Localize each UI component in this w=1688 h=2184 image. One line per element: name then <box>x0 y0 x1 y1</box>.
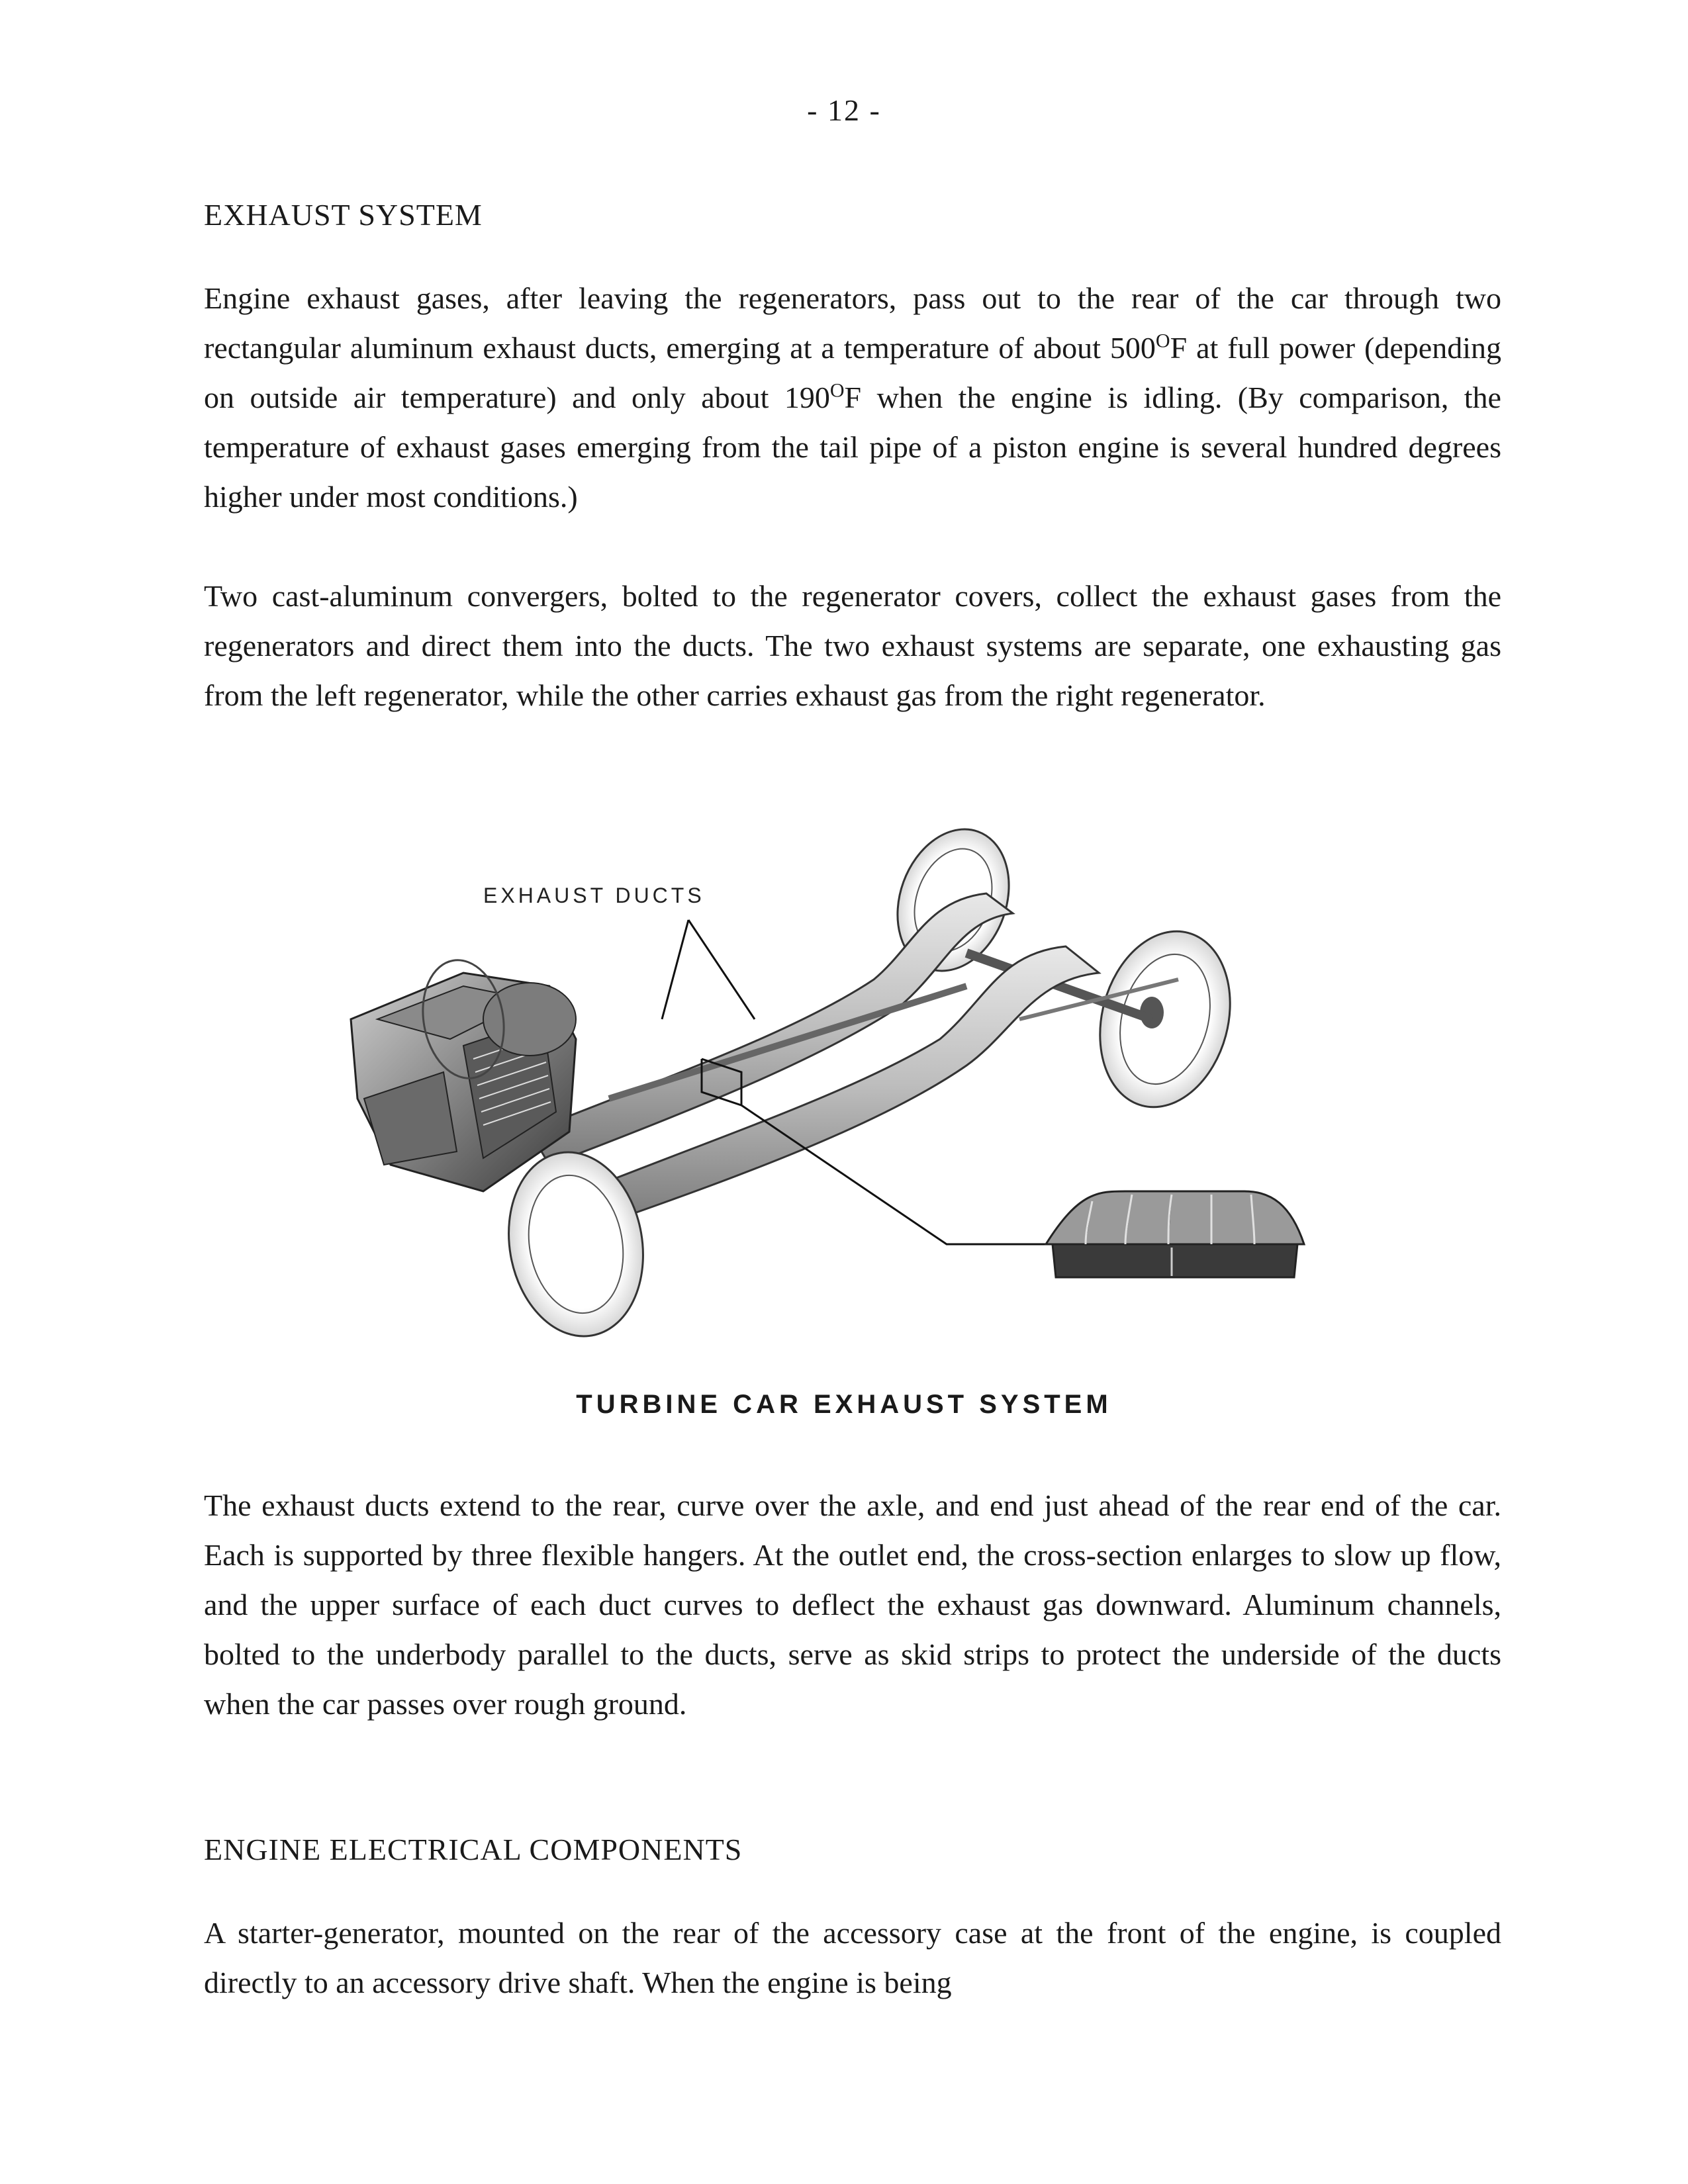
paragraph-text: F at full power (depending on outside air temperature) and only about 190 <box>204 331 1501 414</box>
figure-caption: TURBINE CAR EXHAUST SYSTEM <box>576 1390 1112 1419</box>
paragraph-text: Engine exhaust gases, after leaving the regenerators, pass out to the rear of the car through two rectangular aluminum exhaust ducts, emerging at a temperature of about 500 <box>204 281 1501 365</box>
paragraph-text: The exhaust ducts extend to the rear, curve over the axle, and end just ahead of the rear end of the car. Each is supported by three flexible hangers. At the outlet end, the cross-section enlarges to slow up flow, and the upper surface of each duct curves to deflect the exhaust gas downward. Aluminum channels, bolted to the underbody parallel to the ducts, serve as skid strips to protect the underside of the ducts when the car passes over rough ground. <box>204 1488 1501 1721</box>
paragraph-convergers <box>204 571 1501 720</box>
paragraph-starter-generator <box>204 1908 1501 2007</box>
page-number: - 12 - <box>807 93 881 127</box>
paragraph-text: A starter-generator, mounted on the rear of the accessory case at the front of the engine, is coupled directly to an accessory drive shaft. When the engine is being <box>204 1916 1501 1999</box>
section-heading-exhaust-system: EXHAUST SYSTEM <box>204 198 483 232</box>
paragraph-exhaust-gases <box>204 273 1501 522</box>
degree-sup: O <box>829 379 845 402</box>
turbine-engine <box>351 973 576 1191</box>
degree-sup: O <box>1155 330 1170 352</box>
rear-right-wheel <box>1081 917 1248 1122</box>
exhaust-system-illustration <box>331 821 1364 1370</box>
paragraph-text: Two cast-aluminum convergers, bolted to the regenerator covers, collect the exhaust gases from the regenerators and direct them into the ducts. The two exhaust systems are separate, one exhausting gas from the left regenerator, while the other carries exhaust gas from the right regenerator. <box>204 579 1501 712</box>
exhaust-ducts-label: EXHAUST DUCTS <box>483 884 705 907</box>
section-heading-engine-electrical: ENGINE ELECTRICAL COMPONENTS <box>204 1833 743 1866</box>
duct-cross-section <box>1046 1191 1304 1277</box>
paragraph-text: F when the engine is idling. (By comparison, the temperature of exhaust gases emerging from the tail pipe of a piston engine is several hundred degrees higher under most conditions.) <box>204 381 1501 514</box>
paragraph-ducts-extend <box>204 1480 1501 1729</box>
